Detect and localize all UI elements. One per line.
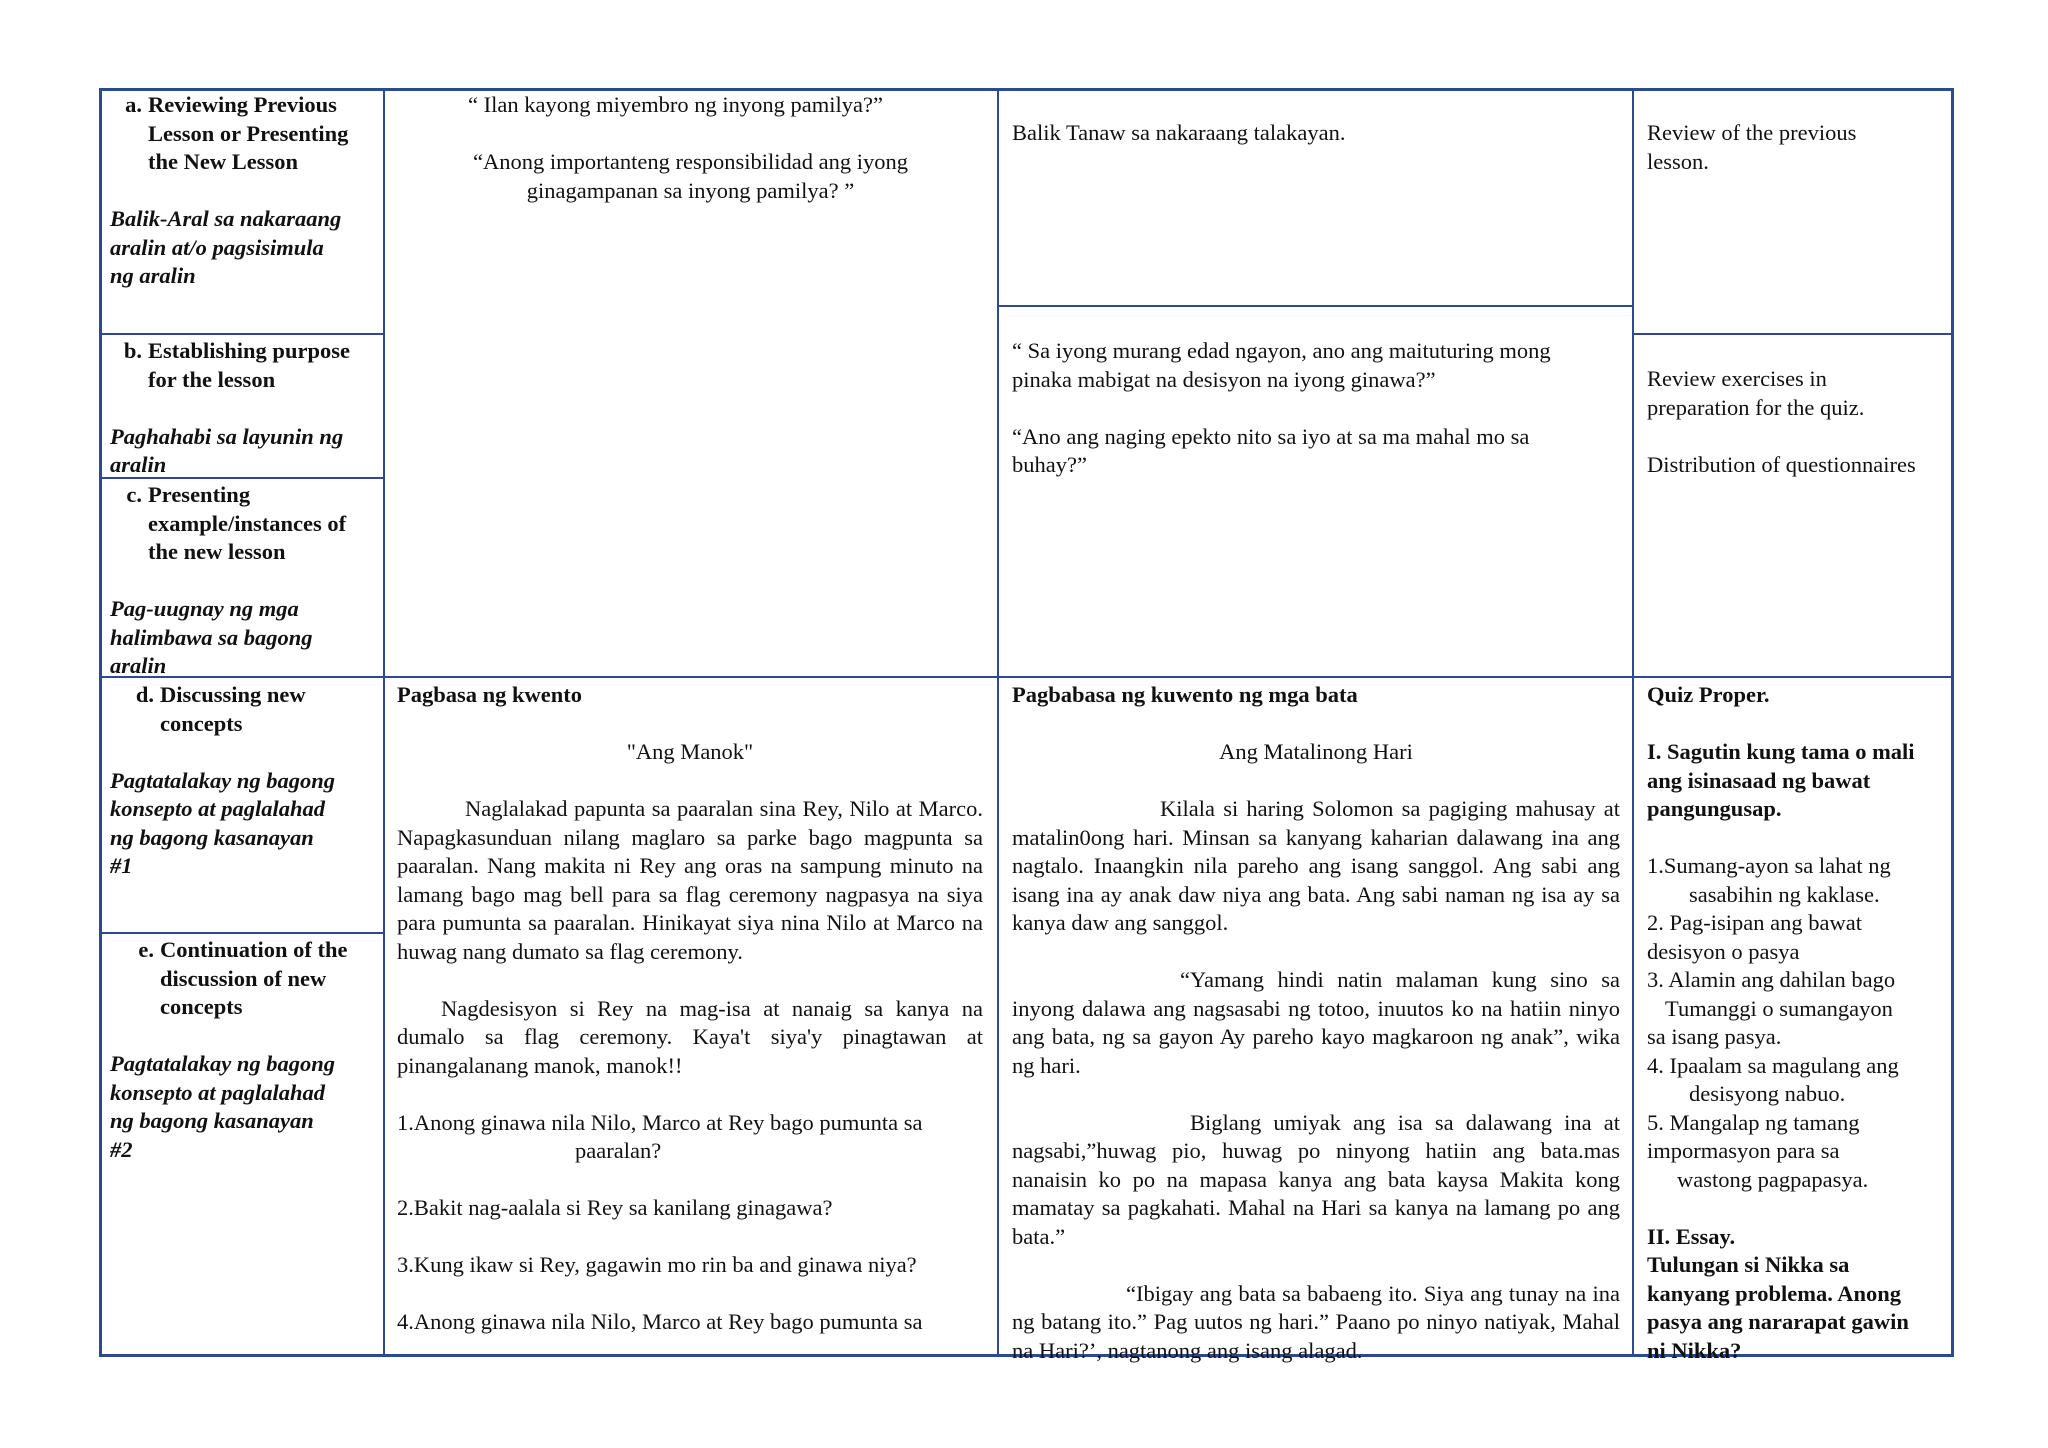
family-question-1: “ Ilan kayong miyembro ng inyong pamilya?” <box>468 92 883 117</box>
col3-row-divider <box>997 305 1634 307</box>
row-d-letter: d. <box>135 682 154 707</box>
row-e-subtitle: Pagtatalakay ng bagong konsepto at paglalahad ng bagong kasanayan #2 <box>110 1051 336 1162</box>
comprehension-question: 4.Anong ginawa nila Nilo, Marco at Rey bago pumunta sa <box>397 1309 923 1334</box>
quiz-item: 2. Pag-isipan ang bawat desisyon o pasya <box>1647 910 1862 964</box>
distribution-text: Distribution of questionnaires <box>1647 451 1916 477</box>
row-b-title: b. Establishing purpose for the lesson <box>110 337 378 394</box>
quiz-item: 3. Alamin ang dahilan bago Tumanggi o sumangayon sa isang pasya. <box>1647 967 1896 1049</box>
quiz-item: 1.Sumang-ayon sa lahat ng sasabihin ng kaklase. <box>1647 853 1891 907</box>
comprehension-question: 3.Kung ikaw si Rey, gagawin mo rin ba and ginawa niya? <box>397 1252 917 1277</box>
row-d-title: d. Discussing new concepts <box>110 681 378 738</box>
row-a-title <box>110 91 378 177</box>
column-divider-3 <box>1632 88 1634 1357</box>
row-a-title-line: Reviewing Previous <box>148 92 337 117</box>
row-divider-a-b <box>99 333 384 335</box>
comprehension-question: 1.Anong ginawa nila Nilo, Marco at Rey bago pumunta sa paaralan? <box>397 1109 923 1163</box>
column-divider-2 <box>997 88 999 1357</box>
story-paragraph: Naglalakad papunta sa paaralan sina Rey, Nilo at Marco. Napagkasunduan nilang maglaro sa parke bago magpunta sa paaralan. Nang makita ni Rey ang oras na sampung minuto na lamang bago mag bell para sa flag ceremony nagpasya na siya para pumunta sa paaralan. Hinikayat siya nina Nilo at Marco na huwag nang dumato sa flag ceremony. <box>397 796 983 964</box>
comprehension-question: 2.Bakit nag-aalala si Rey sa kanilang ginagawa? <box>397 1195 833 1220</box>
story-paragraph: “Ibigay ang bata sa babaeng ito. Siya ang tunay na ina ng batang ito.” Pag uutos ng hari.” Paano po ninyo natiyak, Mahal na Hari?’, nagtanong ang isang alagad. <box>1012 1280 1620 1363</box>
story-paragraph: “Yamang hindi natin malaman kung sino sa inyong dalawa ang nagsasabi ng totoo, inuutos ko na hatiin ninyo ang bata, ng sa gayon Ay pareho kayo magkaroon ng anak”, wika ng hari. <box>1012 967 1620 1078</box>
story-heading: Pagbasa ng kwento <box>397 682 583 707</box>
review-previous-text: Review of the previous lesson. <box>1647 120 1857 174</box>
story-title: "Ang Manok" <box>626 739 754 764</box>
col2-top-cell <box>388 91 993 205</box>
row-a-label-cell <box>110 91 378 291</box>
quiz-heading: Quiz Proper. <box>1647 682 1770 707</box>
column-divider-1 <box>383 88 385 1357</box>
row-d-subtitle: Pagtatalakay ng bagong konsepto at paglalahad ng bagong kasanayan #1 <box>110 767 336 878</box>
review-exercises-text: Review exercises in preparation for the quiz. <box>1647 366 1865 420</box>
col4-bottom-cell <box>1647 681 1947 1365</box>
row-b-subtitle: Paghahabi sa layunin ng aralin <box>110 423 344 477</box>
row-c-label-cell <box>110 481 378 681</box>
table-border-right <box>1951 88 1954 1357</box>
quiz-item: 5. Mangalap ng tamang impormasyon para sa wastong pagpapasya. <box>1647 1109 1869 1192</box>
row-b-label-cell <box>110 337 378 480</box>
col4-row-bc-cell <box>1647 365 1947 479</box>
story-paragraph: Biglang umiyak ang isa sa dalawang ina at nagsabi,”huwag pio, huwag po ninyong hatiin ang bata.mas nanaisin ko po na mapasa kanya ang bata kaysa Makita kong mamatay sa pagkahati. Mahal na Hari sa kanya na lamang po ang bata.” <box>1012 1109 1620 1249</box>
col4-row-a-cell <box>1647 119 1947 176</box>
quiz-item: 4. Ipaalam sa magulang ang desisyong nabuo. <box>1647 1052 1899 1106</box>
row-a-subtitle: Balik-Aral sa nakaraang aralin at/o pagsisimula ng aralin <box>110 206 342 288</box>
row-c-subtitle: Pag-uugnay ng mga halimbawa sa bagong aralin <box>110 596 313 678</box>
row-b-letter: b. <box>123 338 142 363</box>
story-paragraph: Kilala si haring Solomon sa pagiging mahusay at matalin0ong hari. Minsan sa kanyang kaharian dalawang ina ang nagtalo. Inaangkin nila pareho ang isang sanggol. Ang sabi ang isang ina ay anak daw niya ang bata. Ang sabi naman ng isa ay sa kanya daw ang sanggol. <box>1012 796 1620 935</box>
story-heading: Pagbabasa ng kuwento ng mga bata <box>1012 682 1358 707</box>
row-divider-d-e <box>99 932 384 934</box>
decision-question-1: “ Sa iyong murang edad ngayon, ano ang maituturing mong pinaka mabigat na desisyon na iyong ginawa?” <box>1012 338 1551 392</box>
row-a-title-line: the New Lesson <box>148 149 298 174</box>
col2-bottom-cell <box>397 681 983 1337</box>
col3-bottom-cell <box>1012 681 1620 1365</box>
row-c-letter: c. <box>126 482 142 507</box>
col4-row-divider <box>1632 333 1954 335</box>
quiz-part1-title: I. Sagutin kung tama o mali ang isinasaad ng bawat pangungusap. <box>1647 739 1915 821</box>
col3-row-a-cell <box>1012 119 1622 148</box>
row-c-title: c. Presenting example/instances of the new lesson <box>110 481 378 567</box>
family-question-2: “Anong importanteng responsibilidad ang iyong ginagampanan sa inyong pamilya? ” <box>473 149 908 203</box>
story-paragraph: Nagdesisyon si Rey na mag-isa at nanaig sa kanya na dumalo sa flag ceremony. Kaya't siya'y pinagtawan at pinangalanang manok, manok!! <box>397 995 983 1078</box>
row-e-letter: e. <box>138 937 154 962</box>
row-d-label-cell <box>110 681 378 881</box>
col3-row-bc-cell <box>1012 337 1622 480</box>
quiz-part2-title: II. Essay. <box>1647 1223 1736 1249</box>
quiz-essay-prompt: Tulungan si Nikka sa kanyang problema. Anong pasya ang nararapat gawin ni Nikka? <box>1647 1252 1909 1363</box>
row-a-letter: a. <box>125 92 142 117</box>
balik-tanaw-text: Balik Tanaw sa nakaraang talakayan. <box>1012 120 1346 145</box>
story-title: Ang Matalinong Hari <box>1219 739 1413 764</box>
row-e-label-cell <box>110 936 378 1164</box>
table-border-left <box>99 88 102 1357</box>
row-a-title-line: Lesson or Presenting <box>148 120 349 146</box>
decision-question-2: “Ano ang naging epekto nito sa iyo at sa ma mahal mo sa buhay?” <box>1012 423 1530 477</box>
row-e-title: e. Continuation of the discussion of new concepts <box>110 936 378 1022</box>
